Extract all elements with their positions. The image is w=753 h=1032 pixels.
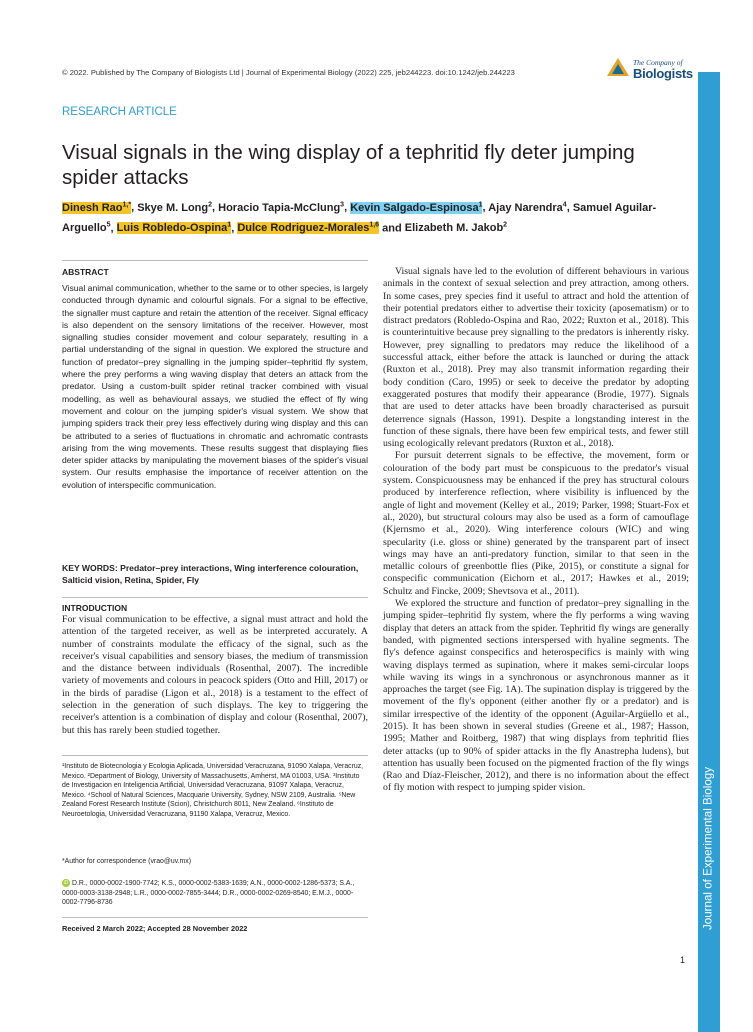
author-name[interactable]: Dulce Rodriguez-Morales$^{1,6}$ (237, 221, 380, 235)
journal-side-banner (698, 72, 720, 1032)
right-column (383, 266, 689, 795)
author-name[interactable]: Elizabeth M. Jakob$^2$ (404, 221, 508, 235)
author-separator: , (231, 222, 238, 235)
author-separator: , (212, 201, 219, 214)
author-affiliation-marker: 1 (227, 221, 232, 229)
logo-text-big: Biologists (633, 66, 693, 81)
abstract-divider (62, 260, 368, 261)
author-separator: , (131, 201, 138, 214)
orcid-icon[interactable]: iD (63, 880, 69, 887)
paragraph: Visual signals have led to the evolution of different behaviours in various animals in the context of sexual selection and prey attraction, among others. In some cases, prey species find it useful to attract and hold the attention of their potential predators either to advertise their toxicity (aposematism) or to distract predators (Robledo-Ospina and Rao, 2022; Ruxton et al., 2018). This is counterintuitive because prey signalling to the predators is inherently risky. However, prey signalling to predators may reduce the likelihood of a successful attack, either before the attack is launched or during the attack (Ruxton et al., 2018). Prey may also transmit information regarding their body condition (Caro, 1995) or seek to deceive the predator by adopting exaggerated postures that modify their appearance (Brodie, 1977). Signals that are used to deter attacks have been broadly characterised as pursuit deterrence signals (Hasson, 1991). Despite a longstanding interest in the function of these signals, there have been few empirical tests, and fewer still using ecologically relevant predators (Ruxton et al., 2018). (383, 266, 689, 450)
author-affiliation-marker: 1,6 (369, 221, 380, 229)
introduction-body: For visual communication to be effective, a signal must attract and hold the attention of the targeted receiver, as well as be interpreted accurately. A number of constraints modulate the efficacy of the signal, such as the receiver's visual capabilities and sensory biases, the medium of transmission and the distance between individuals (Rosenthal, 2007). The incredible variety of movements and colours in peacock spiders (Otto and Hill, 2017) or in the birds of paradise (Ligon et al., 2018) is a testament to the effect of selection in the generation of such displays. The key to triggering the receiver's attention is a combination of display and colour (Rosenthal, 2007), but this has rarely been studied together. (62, 614, 368, 736)
author-name[interactable]: Luis Robledo-Ospina$^1$ (116, 221, 232, 235)
author-name[interactable]: Ajay Narendra$^4$ (488, 201, 567, 214)
introduction-divider (62, 597, 368, 598)
journal-name: Journal of Experimental Biology (701, 766, 715, 931)
article-type: RESEARCH ARTICLE (62, 106, 177, 118)
orcid-text: D.R., 0000-0002-1900-7742; K.S., 0000-0002-5383-1639; A.N., 0000-0002-1286-5373; S.A., 0000-0003-3138-2948; L.R., 0000-0002-7855-3444; D.R., 0000-0002-0269-8540; E.M.J., 0000-0002-7796-8736 (62, 880, 355, 906)
introduction-heading: INTRODUCTION (62, 603, 128, 613)
journal-citation: © 2022. Published by The Company of Biologists Ltd | Journal of Experimental Biology (2022) 225, jeb244223. doi:10.1242/jeb.244223 (62, 68, 515, 77)
author-name[interactable]: Kevin Salgado-Espinosa$^1$ (350, 201, 483, 214)
received-dates: Received 2 March 2022; Accepted 28 November 2022 (62, 924, 248, 933)
author-name[interactable]: Dinesh Rao$^{1,*}$ (62, 201, 132, 214)
paragraph: For pursuit deterrent signals to be effective, the movement, form or colouration of the body part must be conspicuous to the predator's visual system. Conspicuousness may be enhanced if the prey has structural colours produced by interference reflection, where visibility is influenced by the angle of light and movement (Kelley et al., 2019; Parker, 1998; Stuart-Fox et al., 2020), but structural colours may also be used as a form of camouflage (Kjernsmo et al., 2020). Wing interference colours (WIC) and wing specularity (i.e. gloss or shine) generated by the transparent part of insect wings may have an anti-predatory function, similar to that seen in the metallic colours of greenbottle flies (Pike, 2015), or constitute a signal for conspecific communication (Eichorn et al., 2017; Hawkes et al., 2019; Schultz and Fincke, 2009; Shevtsova et al., 2011). (383, 450, 689, 597)
abstract-body: Visual animal communication, whether to the same or to other species, is largely conducted through dynamic and colourful signals. For a signal to be effective, the signaller must capture and retain the attention of the receiver. Signal efficacy is also dependent on the sensory limitations of the receiver. However, most signalling studies consider movement and colour separately, resulting in a partial understanding of the signal in question. We explored the structure and function of predator–prey signalling in the jumping spider–tephritid fly system, where the prey performs a wing waving display that deters an attack from the predator. Using a custom-built spider retinal tracker combined with visual modelling, as well as behavioural assays, we studied the effect of fly wing movement and colour on the jumping spider's visual system. We show that jumping spiders track their prey less effectively during wing display and this can be attributed to a series of fluctuations in chromatic and achromatic contrasts arising from the wing movements. These results suggest that displaying flies deter spider attacks by manipulating the movement biases of the spider's visual system. Our results emphasise the importance of receiver attention on the evolution of interspecific communication. (62, 283, 368, 490)
author-name[interactable]: Samuel Aguilar-Arguello$^5$ (62, 201, 657, 235)
received-divider (62, 917, 368, 918)
author-affiliation-marker: 2 (503, 221, 508, 229)
author-affiliation-marker: 5 (106, 221, 111, 229)
article-title: Visual signals in the wing display of a tephritid fly deter jumping spider attacks (62, 141, 635, 189)
paragraph: We explored the structure and function of predator–prey signalling in the jumping spider–tephritid fly system, where the fly performs a wing waving display that deters an attack from the spider. Tephritid fly wings are generally banded, with pigmented sections interspersed with hyaline segments. The fly's defence against conspecifics and heterospecifics is mainly with wing waving displays termed as supination, where it makes semi-circular loops while waving its wings in a synchronous or asynchronous manner as it approaches the target (see Fig. 1A). The supination display is triggered by the movement of the fly's opponent (either another fly or a predator) and is similar irrespective of the identity of the opponent (Aguilar-Argüello et al., 2015). It has been shown in several studies (Greene et al., 1987; Hasson, 1995; Mather and Roitberg, 1987) that wing displays from tephritid flies deter attacks (up to 90% of spider attacks in the fly Anastrepha ludens), but attention has usually been focused on the pigmented fraction of the fly wings (Rao and Díaz-Fleischer, 2012), and there is no information about the effect of fly motion with respect to jumping spider vision. (383, 598, 689, 794)
author-separator: , (344, 201, 351, 214)
author-affiliation-marker: 1 (478, 201, 483, 208)
author-affiliation-marker: 1,* (122, 201, 132, 208)
author-separator: and (379, 222, 405, 235)
keywords-text: Predator–prey interactions, Wing interference colouration, Salticid vision, Retina, Spider, Fly (62, 563, 359, 586)
publisher-logo[interactable] (603, 58, 699, 86)
author-affiliation-marker: 4 (562, 201, 567, 208)
author-affiliation-marker: 2 (208, 201, 213, 208)
author-list (62, 196, 687, 237)
correspondence: *Author for correspondence (vrao@uv.mx) (62, 858, 192, 865)
logo-text-small: The Company of (633, 58, 683, 67)
author-affiliation-marker: 3 (340, 201, 345, 208)
author-separator: , (110, 222, 117, 235)
abstract-heading: ABSTRACT (62, 267, 109, 277)
affiliations: ¹Instituto de Biotecnologia y Ecologia Aplicada, Universidad Veracruzana, 91090 Xalapa, Veracruz, Mexico. ²Department of Biology, University of Massachusetts, Amherst, MA 01003, USA. ³Instituto de Investigacion en Inteligencia Artificial, Universidad Veracruzana, 91097 Xalapa, Veracruz, Mexico. ⁴School of Natural Sciences, Macquarie University, Sydney, NSW 2109, Australia. ⁵New Zealand Forest Research Institute (Scion), Christchurch 8011, New Zealand. ⁶Instituto de Neuroetologia, Universidad Veracruzana, 91190 Xalapa, Veracruz, Mexico. (62, 763, 364, 818)
affiliations-divider (62, 755, 368, 756)
author-name[interactable]: Horacio Tapia-McClung$^3$ (218, 201, 345, 214)
keywords-label: KEY WORDS: (62, 563, 118, 573)
author-separator: , (482, 201, 489, 214)
author-separator: , (566, 201, 573, 214)
keywords (62, 562, 368, 587)
logo-inner-triangle-icon (612, 64, 624, 74)
page-number: 1 (680, 955, 686, 965)
author-name[interactable]: Skye M. Long$^2$ (137, 201, 213, 214)
orcid-list (62, 879, 368, 908)
